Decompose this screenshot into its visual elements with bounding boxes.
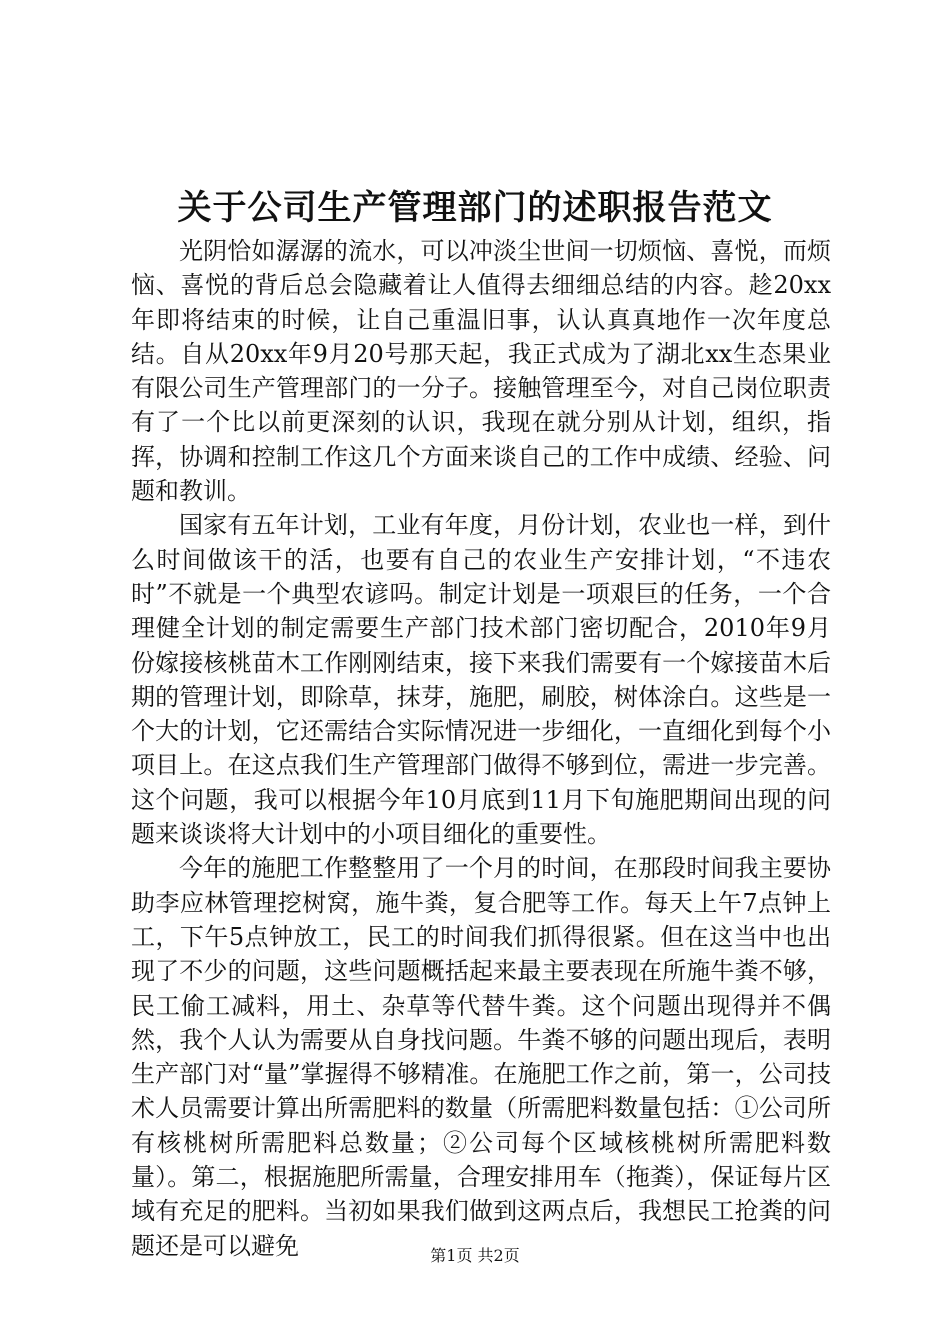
document-body bbox=[131, 234, 831, 1263]
paragraph-2: 国家有五年计划，工业有年度，月份计划，农业也一样，到什么时间做该干的活，也要有自己的农业生产安排计划，“不违农时”不就是一个典型农谚吗。制定计划是一项艰巨的任务，一个合理健全计划的制定需要生产部门技术部门密切配合，2010年9月份嫁接核桃苗木工作刚刚结束，接下来我们需要有一个嫁接苗木后期的管理计划，即除草，抹芽，施肥，刷胶，树体涂白。这些是一个大的计划，它还需结合实际情况进一步细化，一直细化到每个小项目上。在这点我们生产管理部门做得不够到位，需进一步完善。这个问题，我可以根据今年10月底到11月下旬施肥期间出现的问题来谈谈将大计划中的小项目细化的重要性。 bbox=[131, 511, 831, 849]
page-number-footer: 第1页 共2页 bbox=[430, 1246, 520, 1265]
paragraph-1: 光阴恰如潺潺的流水，可以冲淡尘世间一切烦恼、喜悦，而烦恼、喜悦的背后总会隐藏着让人值得去细细总结的内容。趁20xx年即将结束的时候，让自己重温旧事，认认真真地作一次年度总结。自从20xx年9月20号那天起，我正式成为了湖北xx生态果业有限公司生产管理部门的一分子。接触管理至今，对自己岗位职责有了一个比以前更深刻的认识，我现在就分别从计划，组织，指挥，协调和控制工作这几个方面来谈自己的工作中成绩、经验、问题和教训。 bbox=[131, 237, 831, 506]
paragraph-3: 今年的施肥工作整整用了一个月的时间，在那段时间我主要协助李应林管理挖树窝，施牛粪，复合肥等工作。每天上午7点钟上工，下午5点钟放工，民工的时间我们抓得很紧。但在这当中也出现了不少的问题，这些问题概括起来最主要表现在所施牛粪不够，民工偷工减料，用土、杂草等代替牛粪。这个问题出现得并不偶然，我个人认为需要从自身找问题。牛粪不够的问题出现后，表明生产部门对“量”掌握得不够精准。在施肥工作之前，第一，公司技术人员需要计算出所需肥料的数量（所需肥料数量包括：①公司所有核桃树所需肥料总数量；②公司每个区域核桃树所需肥料数量）。第二，根据施肥所需量，合理安排用车（拖粪），保证每片区域有充足的肥料。当初如果我们做到这两点后，我想民工抢粪的问题还是可以避免 bbox=[131, 854, 831, 1260]
page-title: 关于公司生产管理部门的述职报告范文 bbox=[177, 188, 773, 228]
